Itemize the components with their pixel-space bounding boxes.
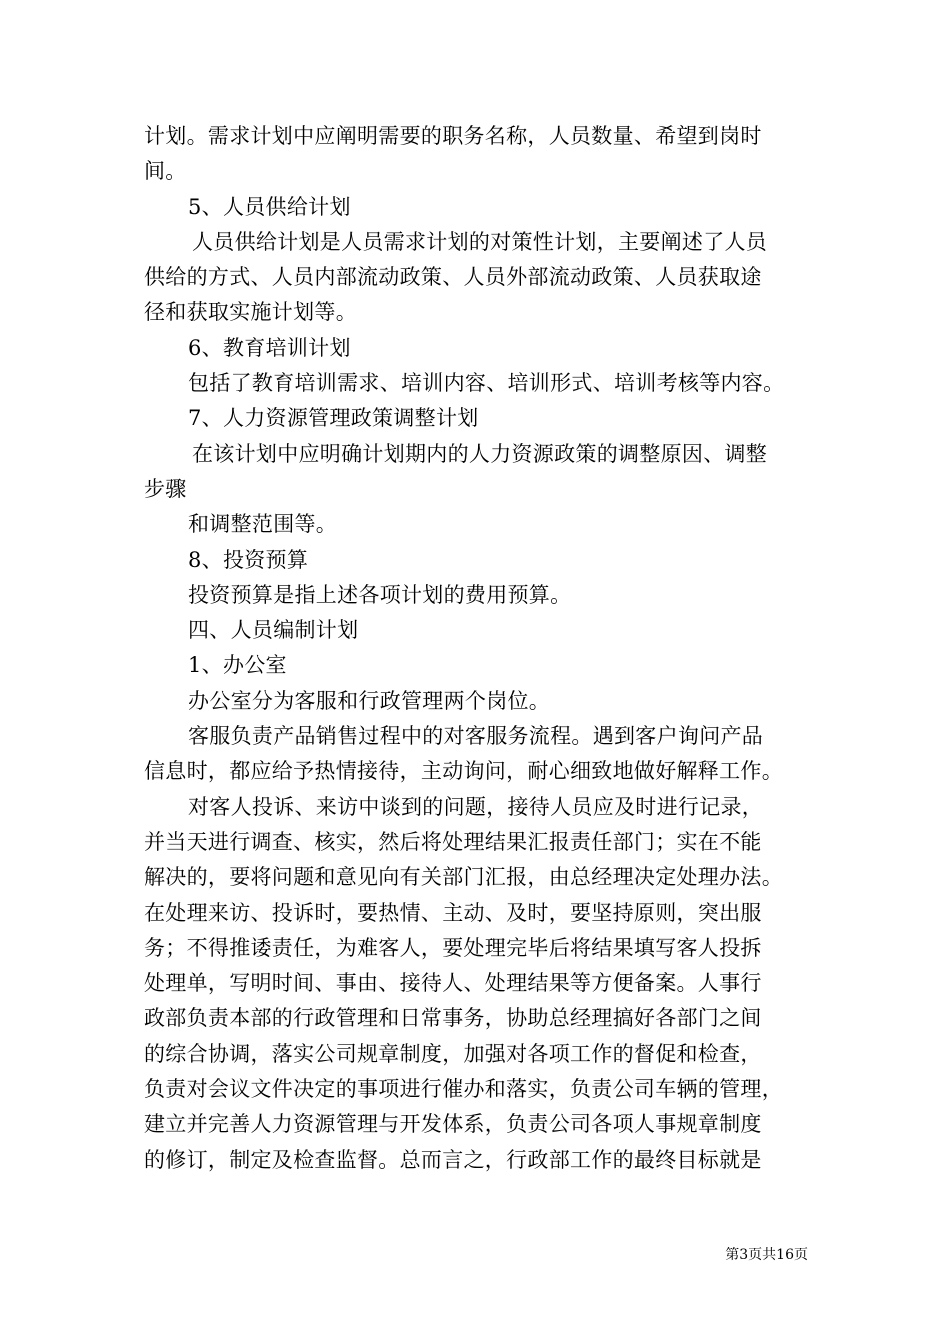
text-line: 计划。需求计划中应阐明需要的职务名称，人员数量、希望到岗时 bbox=[144, 124, 762, 148]
text-line: 信息时，都应给予热情接待，主动询问，耐心细致地做好解释工作。 bbox=[144, 759, 783, 784]
text-line: 政部负责本部的行政管理和日常事务，协助总经理搞好各部门之间 bbox=[144, 1006, 762, 1031]
text-line: 径和获取实施计划等。 bbox=[144, 300, 357, 325]
text-line: 的修订，制定及检查监督。总而言之，行政部工作的最终目标就是 bbox=[144, 1147, 762, 1172]
text-line: 8、投资预算 bbox=[188, 547, 309, 572]
text-line: 和调整范围等。 bbox=[188, 512, 338, 537]
text-line: 间。 bbox=[144, 159, 187, 184]
text-line: 包括了教育培训需求、培训内容、培训形式、培训考核等内容。 bbox=[188, 371, 785, 396]
page-number: 第3页共16页 bbox=[725, 1247, 808, 1263]
text-line: 办公室分为客服和行政管理两个岗位。 bbox=[188, 688, 551, 713]
document-body bbox=[144, 119, 814, 1178]
text-line: 步骤 bbox=[144, 476, 187, 501]
text-line: 处理单，写明时间、事由、接待人、处理结果等方便备案。人事行 bbox=[144, 971, 762, 996]
text-line: 6、教育培训计划 bbox=[188, 335, 351, 360]
text-line: 解决的，要将问题和意见向有关部门汇报，由总经理决定处理办法。 bbox=[144, 865, 783, 890]
text-line: 客服负责产品销售过程中的对客服务流程。遇到客户询问产品 bbox=[188, 724, 764, 749]
text-line: 5、人员供给计划 bbox=[188, 194, 351, 219]
text-line: 建立并完善人力资源管理与开发体系，负责公司各项人事规章制度 bbox=[144, 1112, 762, 1137]
text-line: 投资预算是指上述各项计划的费用预算。 bbox=[188, 582, 572, 607]
text-line: 1、办公室 bbox=[188, 653, 287, 678]
text-line: 务；不得推诿责任，为难客人，要处理完毕后将结果填写客人投拆 bbox=[144, 935, 762, 960]
text-line: 负责对会议文件决定的事项进行催办和落实，负责公司车辆的管理， bbox=[144, 1077, 783, 1102]
text-line: 对客人投诉、来访中谈到的问题，接待人员应及时进行记录， bbox=[188, 794, 764, 819]
text-line: 在处理来访、投诉时，要热情、主动、及时，要坚持原则，突出服 bbox=[144, 900, 762, 925]
text-line: 人员供给计划是人员需求计划的对策性计划，主要阐述了人员 bbox=[192, 229, 768, 254]
text-line: 7、人力资源管理政策调整计划 bbox=[188, 406, 479, 431]
text-line: 供给的方式、人员内部流动政策、人员外部流动政策、人员获取途 bbox=[144, 265, 762, 290]
text-line: 的综合协调，落实公司规章制度，加强对各项工作的督促和检查， bbox=[144, 1041, 762, 1066]
text-line: 在该计划中应明确计划期内的人力资源政策的调整原因、调整 bbox=[192, 441, 768, 466]
text-line: 并当天进行调查、核实，然后将处理结果汇报责任部门；实在不能 bbox=[144, 829, 762, 854]
text-line: 四、人员编制计划 bbox=[188, 618, 359, 643]
